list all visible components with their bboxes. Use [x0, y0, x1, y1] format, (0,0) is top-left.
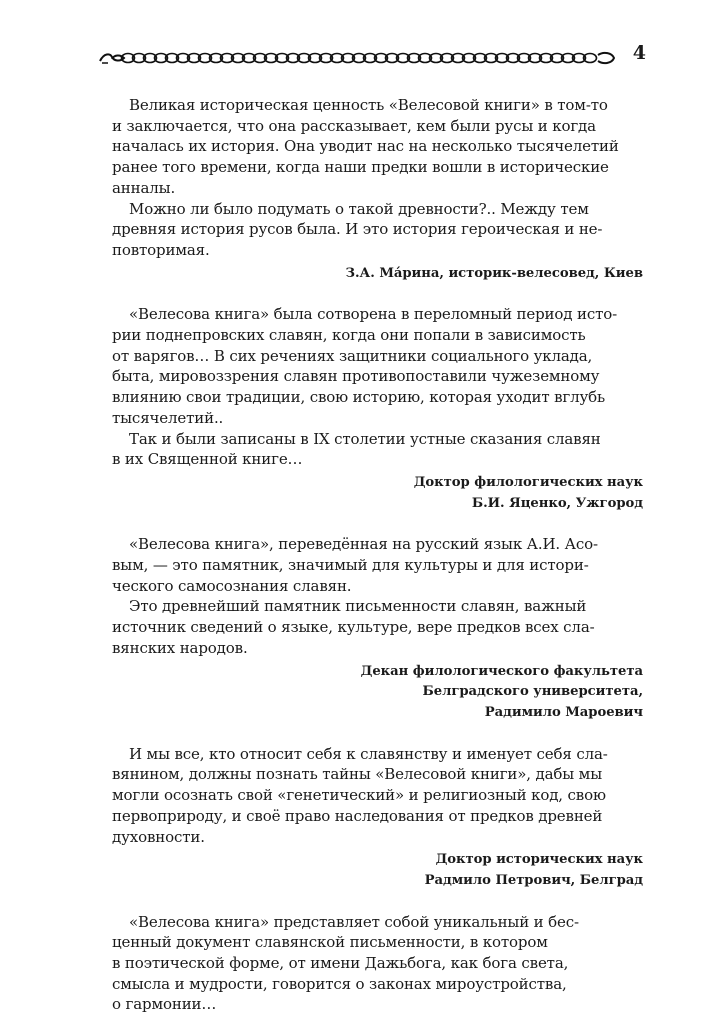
quote-block: [112, 744, 643, 892]
quote-attribution: Радимило Мароевич: [484, 704, 643, 720]
page-header: [98, 44, 646, 76]
quote-attribution: Белградского университета,: [422, 684, 643, 700]
quote-paragraph: «Велесова книга» была сотворена в переломный период исто- рии поднепровских славян, когда они попали в зависимость от варягов… В сих речениях защитники социального уклада, быта, мировоззрения славян противопоставили чужеземному влиянию свои традиции, свою историю, которая уходит вглубь тысячелетий..: [112, 305, 618, 427]
decorative-chain-border-icon: [98, 48, 616, 68]
quote-paragraph: И мы все, кто относит себя к славянству и именует себя сла- вянином, должны познать тайны «Велесовой книги», дабы мы могли осознать свой «генетический» и религиозный код, свою первоприроду, и своё право наследования от предков древней духовности.: [112, 744, 608, 846]
quote-attribution: Декан филологического факультета: [360, 663, 643, 679]
quote-block: [112, 534, 643, 723]
quote-paragraph: Великая историческая ценность «Велесовой книги» в том-то и заключается, что она рассказывает, кем были русы и когда началась их история. Она уводит нас на несколько тысячелетий ранее того времени, когда наши предки вошли в исторические анналы.: [112, 96, 619, 197]
page-number: 4: [632, 42, 646, 64]
quote-attribution: Доктор исторических наук: [435, 852, 643, 868]
quote-attribution: Б.И. Яценко, Ужгород: [471, 495, 643, 511]
quote-paragraph: Так и были записаны в IX столетии устные сказания славян в их Священной книге…: [112, 429, 601, 469]
quote-paragraph: «Велесова книга», переведённая на русский язык А.И. Асо- вым, — это памятник, значимый для культуры и для истори- ческого самосознания славян.: [112, 535, 598, 595]
quote-block: [112, 912, 643, 1015]
quote-block: [112, 95, 643, 284]
quote-paragraph: Можно ли было подумать о такой древности?.. Между тем древняя история русов была. И это история героическая и не- повторимая.: [112, 199, 603, 259]
quote-attribution: З.А. Ма́рина, историк-велесовед, Киев: [345, 265, 643, 281]
quote-paragraph: Это древнейший памятник письменности славян, важный источник сведений о языке, культуре, вере предков всех сла- вянских народов.: [112, 597, 595, 657]
quotes-section: [112, 95, 643, 1015]
quote-attribution: Доктор филологических наук: [413, 474, 643, 490]
quote-block: [112, 304, 643, 514]
quote-attribution: Радмило Петрович, Белград: [424, 872, 643, 888]
quote-paragraph: «Велесова книга» представляет собой уникальный и бес- ценный документ славянской письменности, в котором в поэтической форме, от имени Дажьбога, как бога света, смысла и мудрости, говорится о законах мироустройства, о гармонии…: [112, 912, 579, 1014]
